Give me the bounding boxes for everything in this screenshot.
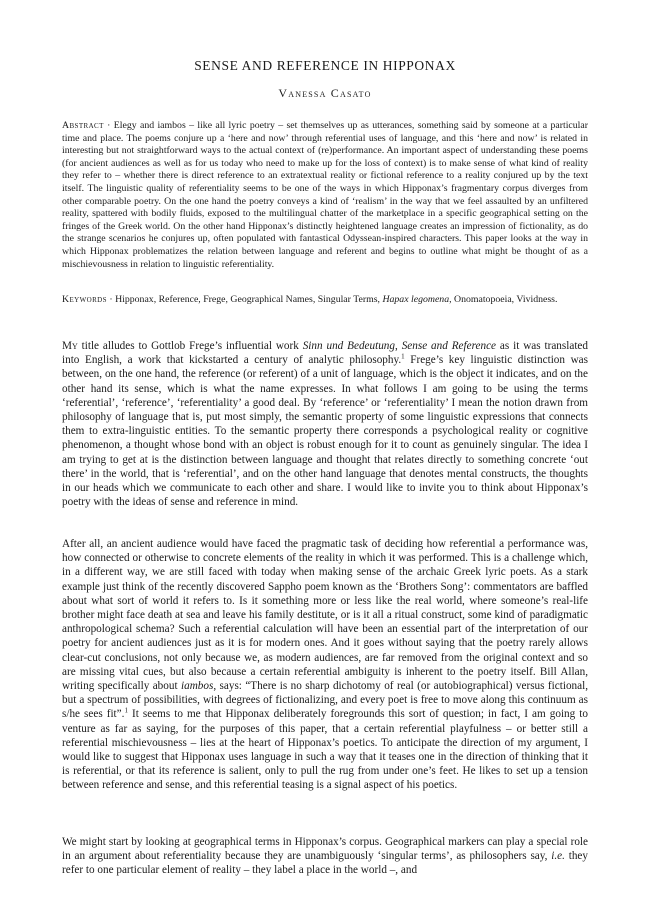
work-title-english: Sense and Reference xyxy=(401,340,497,352)
paragraph-lead-words: My xyxy=(62,340,78,352)
footnote-marker[interactable]: 1 xyxy=(401,352,405,361)
body-paragraph-1 xyxy=(62,339,588,509)
paragraph-text: After all, an ancient audience would have faced the pragmatic task of deciding how referential a performance was, how connected or otherwise to concrete elements of the reality in which it was performed. This is a challenge which, in a different way, we are still faced with today when making sense of the archaic Greek lyric poets. As a stark example just think of the recently discovered Sappho poem known as the ‘Brothers Song’: commentators are baffled about what sort of world it refers to. Is it something more or less like the real world, where someone’s real-life brother might face death at sea and leave his family destitute, or is it all a ritual construct, some kind of paradigmatic anthropological schema? Such a referential calculation will have been an essential part of the interpretation of our poetry for ancient audiences just as it is for modern ones. And it goes without saying that the poetry rarely allows clear-cut conclusions, not only because we, as modern audiences, are far removed from the original context and so are missing vital cues, but also because a certain referential ambiguity is inherent to the poetry itself. Bill Allan, writing specifically about xyxy=(62,538,588,693)
keywords-label: Keywords xyxy=(62,294,107,305)
paragraph-text: , xyxy=(395,340,402,352)
paragraph-text: as it was translated into English, a work that kickstarted a century of analytic philosophy. xyxy=(62,340,588,367)
keywords-text: Hipponax, Reference, Frege, Geographical Names, Singular Terms, xyxy=(115,294,383,305)
keywords-italic-term: Hapax legomena xyxy=(382,294,450,305)
author-name: Vanessa Casato xyxy=(278,86,372,100)
paper-title: SENSE AND REFERENCE IN HIPPONAX xyxy=(194,58,456,73)
italic-term: iambos xyxy=(181,680,214,693)
paragraph-text: Frege’s key linguistic distinction was between, on the one hand, the reference (or referent) of a unit of language, which is the object it indicates, and on the other hand its sense, which is what the name expresses. In what follows I am going to be using the terms ‘referential’, ‘reference’, ‘referentiality’ a good deal. By ‘reference’ or ‘referentiality’ I mean the notion drawn from philosophy of language that is, put most simply, the semantic property of some linguistic expressions that connects them to extra-linguistic entities. To the semantic property there corresponds a psychological reality or cognitive phenomenon, a thought whose bond with an object is robust enough for it to count as genuinely singular. The idea I am trying to get at is the distinction between language and thought that relates directly to something concrete ‘out there’ in the world, that is ‘referential’, and on the other hand language that denotes mental constructs, the thoughts in our heads which we communicate to each other and share. I would like to invite you to think about Hipponax’s poetry with the ideas of sense and reference in mind. xyxy=(62,354,588,509)
keywords xyxy=(62,294,588,307)
keywords-text-end: , Onomatopoeia, Vividness. xyxy=(449,294,558,305)
italic-abbreviation: i.e. xyxy=(551,850,565,863)
paragraph-text: title alludes to Gottlob Frege’s influential work xyxy=(77,340,303,352)
abstract-label: Abstract xyxy=(62,120,104,131)
body-paragraph-2 xyxy=(62,537,588,793)
paragraph-text: It seems to me that Hipponax deliberately foregrounds this sort of question; in fact, I am going to venture as far as saying, for the purposes of this paper, that a certain referential playfulness – or better still a referential mischievousness – lies at the heart of Hipponax’s poetics. To anticipate the direction of my argument, I would like to suggest that Hipponax uses language in such a way that it teases one in the direction of thinking that it is referential, or that its reference is salient, only to pull the rug from under one’s feet. He likes to set up a tension between reference and sense, and this referential teasing is a signal aspect of his poetics. xyxy=(62,708,588,792)
paragraph-text: , says: “There is no sharp dichotomy of real (or autobiographical) versus fictional, but a spectrum of possibilities, with degrees of fictionalizing, and every poet is free to move along this continuum as s/he sees fit”. xyxy=(62,680,589,721)
footnote-marker[interactable]: 1 xyxy=(124,706,128,715)
abstract-text: Elegy and iambos – like all lyric poetry – set themselves up as utterances, something said by someone at a particular time and place. The poems conjure up a ‘here and now’ through referential uses of language, and this ‘here and now’ is related in interesting but not straightforward ways to the actual context of (re)performance. An important aspect of understanding these poems (for ancient audiences as well as for us today who need to make up for the loss of context) is to make sense of what kind of reality they refer to – whether there is direct reference to an extratextual reality or fictional reference to a reality conjured up by the text itself. The linguistic quality of referentiality seems to be one of the ways in which Hipponax’s fragmentary corpus diverges from other comparable poetry. On the one hand the poetry conveys a kind of ‘realism’ in the way that we feel assaulted by an unfiltered reality, spattered with bodily fluids, exposed to the multilingual chatter of the marketplace in a specific geographical setting on the fringes of the Greek world. On the other hand Hipponax’s distinctly heightened language creates an impression of fictionality, as do the strange scenarios he conjures up, often populated with fantastical Odyssean-inspired characters. This paper looks at the way in which Hipponax problematizes the relation between language and referent and begins to outline what might be thought of as a mischievousness in relation to linguistic referentiality. xyxy=(62,120,588,270)
paragraph-text: We might start by looking at geographical terms in Hipponax’s corpus. Geographical markers can play a special role in an argument about referentiality because they are unambiguously ‘singular terms’, as philosophers say, xyxy=(62,836,588,863)
body-paragraph-3 xyxy=(62,835,588,878)
keywords-separator: · xyxy=(106,294,116,305)
paragraph-text: they refer to one particular element of reality – they label a place in the world –, and xyxy=(62,850,588,877)
work-title-german: Sinn und Bedeutung xyxy=(302,340,395,352)
abstract xyxy=(62,120,588,271)
abstract-separator: · xyxy=(103,120,114,131)
